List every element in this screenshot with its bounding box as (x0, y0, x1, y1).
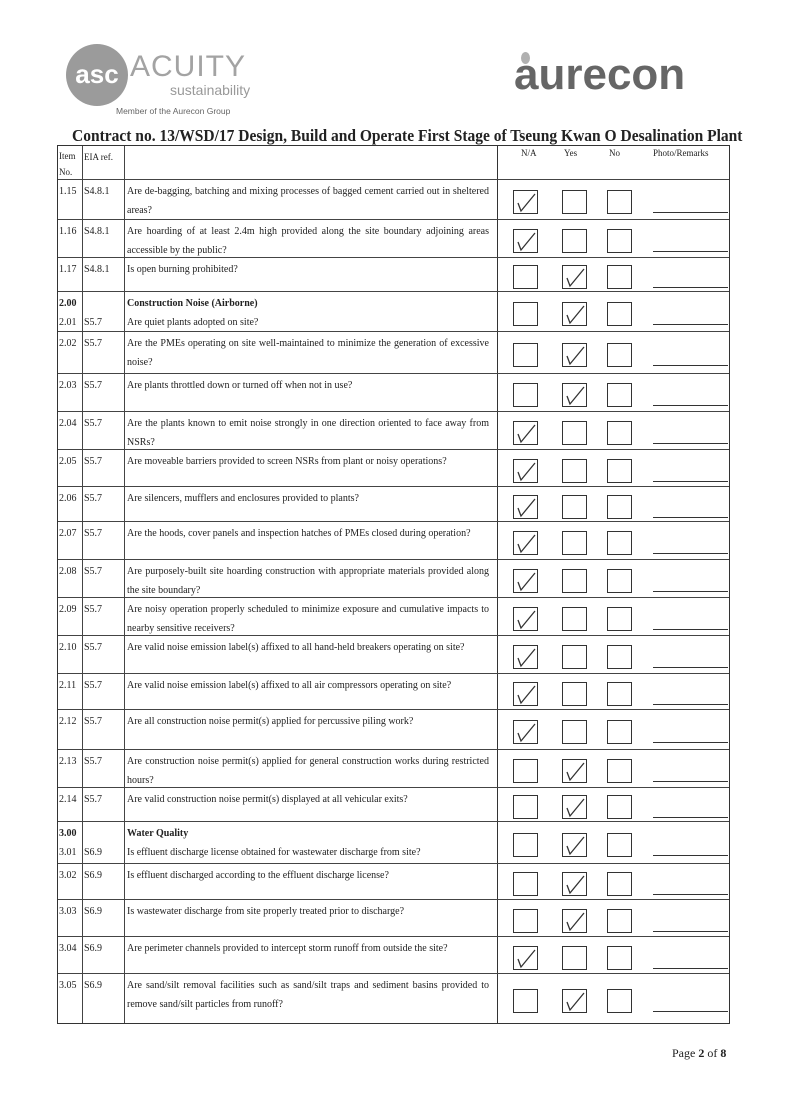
eia-ref: S6.9 (84, 847, 103, 858)
item-number: 3.03 (59, 906, 77, 917)
header-no: No (609, 148, 620, 158)
checkbox-na[interactable] (513, 229, 538, 253)
item-number: 2.12 (59, 716, 77, 727)
remarks-line[interactable] (653, 251, 728, 252)
checkbox-na[interactable] (513, 989, 538, 1013)
item-cell (58, 900, 83, 936)
question-cell (125, 450, 498, 486)
eia-ref: S5.7 (84, 716, 103, 727)
checkmark-icon (565, 384, 585, 406)
question-cell (125, 636, 498, 673)
eia-cell (83, 750, 125, 787)
item-number: 1.17 (59, 264, 77, 275)
eia-cell (83, 450, 125, 486)
question-cell (125, 822, 498, 863)
remarks-line[interactable] (653, 894, 728, 895)
checkbox-no[interactable] (607, 495, 632, 519)
remarks-line[interactable] (653, 931, 728, 932)
checkbox-na[interactable] (513, 872, 538, 896)
table-row (58, 559, 729, 597)
checkbox-yes[interactable] (562, 682, 587, 706)
item-cell (58, 598, 83, 635)
eia-ref: S5.7 (84, 756, 103, 767)
checkbox-yes[interactable] (562, 946, 587, 970)
question-text: Are quiet plants adopted on site? (127, 317, 259, 328)
checkbox-yes[interactable] (562, 909, 587, 933)
eia-ref: S5.7 (84, 794, 103, 805)
question-text: Are perimeter channels provided to intercept storm runoff from outside the site? (127, 943, 448, 954)
question-text: Are valid noise emission label(s) affixed to all hand-held breakers operating on site? (127, 642, 465, 653)
table-row (58, 411, 729, 449)
page-current: 2 (698, 1046, 705, 1060)
remarks-line[interactable] (653, 517, 728, 518)
checkbox-yes[interactable] (562, 872, 587, 896)
checkbox-yes[interactable] (562, 759, 587, 783)
checkmark-icon (516, 460, 536, 482)
item-number: 2.13 (59, 756, 77, 767)
eia-ref: S5.7 (84, 528, 103, 539)
checkbox-no[interactable] (607, 909, 632, 933)
checkmark-icon (516, 646, 536, 668)
checkbox-na[interactable] (513, 759, 538, 783)
section-number: 3.00 (59, 828, 77, 839)
checkbox-na[interactable] (513, 459, 538, 483)
eia-ref: S5.7 (84, 317, 103, 328)
eia-cell (83, 522, 125, 559)
question-text: Are the plants known to emit noise strongly in one direction oriented to face away from NSRs? (127, 418, 489, 448)
eia-ref: S5.7 (84, 493, 103, 504)
checkmark-icon (565, 873, 585, 895)
section-title: Construction Noise (Airborne) (127, 298, 258, 309)
checkmark-icon (565, 834, 585, 856)
item-number: 1.16 (59, 226, 77, 237)
question-cell (125, 788, 498, 821)
question-cell (125, 180, 498, 219)
eia-cell (83, 788, 125, 821)
remarks-line[interactable] (653, 968, 728, 969)
question-text: Are hoarding of at least 2.4m high provided along the site boundary adjoining areas accessible by the public? (127, 226, 489, 256)
item-number: 3.01 (59, 847, 77, 858)
acuity-logo (66, 44, 256, 120)
eia-ref: S5.7 (84, 418, 103, 429)
header-item: Item No. (58, 146, 83, 179)
item-cell (58, 710, 83, 749)
item-number: 3.02 (59, 870, 77, 881)
table-row (58, 219, 729, 257)
eia-cell (83, 710, 125, 749)
remarks-line[interactable] (653, 667, 728, 668)
item-number: 3.05 (59, 980, 77, 991)
question-text: Are valid construction noise permit(s) displayed at all vehicular exits? (127, 794, 408, 805)
eia-cell (83, 258, 125, 291)
question-cell (125, 937, 498, 973)
checkbox-no[interactable] (607, 229, 632, 253)
question-cell (125, 710, 498, 749)
remarks-line[interactable] (653, 781, 728, 782)
item-cell (58, 674, 83, 709)
question-cell (125, 374, 498, 411)
checkbox-no[interactable] (607, 720, 632, 744)
question-cell (125, 900, 498, 936)
table-row (58, 635, 729, 673)
checkbox-no[interactable] (607, 946, 632, 970)
checkbox-no[interactable] (607, 421, 632, 445)
checkmark-icon (516, 230, 536, 252)
item-number: 2.11 (59, 680, 77, 691)
item-number: 2.04 (59, 418, 77, 429)
checkbox-na[interactable] (513, 946, 538, 970)
item-cell (58, 180, 83, 219)
item-number: 2.09 (59, 604, 77, 615)
checkbox-no[interactable] (607, 989, 632, 1013)
question-cell (125, 487, 498, 521)
checkbox-yes[interactable] (562, 495, 587, 519)
eia-ref: S6.9 (84, 870, 103, 881)
checkbox-na[interactable] (513, 383, 538, 407)
question-text: Are plants throttled down or turned off when not in use? (127, 380, 353, 391)
table-row (58, 331, 729, 373)
item-cell (58, 412, 83, 449)
remarks-line[interactable] (653, 704, 728, 705)
eia-cell (83, 412, 125, 449)
table-row (58, 936, 729, 973)
remarks-line[interactable] (653, 481, 728, 482)
item-cell (58, 822, 83, 863)
table-row (58, 787, 729, 821)
question-text: Is open burning prohibited? (127, 264, 238, 275)
eia-ref: S5.7 (84, 680, 103, 691)
checkmark-icon (516, 496, 536, 518)
item-cell (58, 864, 83, 899)
table-row (58, 863, 729, 899)
table-row (58, 899, 729, 936)
checkbox-yes[interactable] (562, 343, 587, 367)
item-cell (58, 374, 83, 411)
eia-ref: S5.7 (84, 642, 103, 653)
checkbox-no[interactable] (607, 265, 632, 289)
checkbox-yes[interactable] (562, 265, 587, 289)
checkbox-yes[interactable] (562, 607, 587, 631)
checkbox-no[interactable] (607, 459, 632, 483)
checkbox-na[interactable] (513, 302, 538, 326)
table-row (58, 673, 729, 709)
remarks-line[interactable] (653, 443, 728, 444)
acuity-tagline: Member of the Aurecon Group (116, 106, 231, 116)
remarks-line[interactable] (653, 365, 728, 366)
remarks-line[interactable] (653, 591, 728, 592)
remarks-line[interactable] (653, 817, 728, 818)
checkmark-icon (516, 191, 536, 213)
checkbox-no[interactable] (607, 645, 632, 669)
aurecon-logo: aurecon (514, 50, 686, 99)
checkbox-no[interactable] (607, 569, 632, 593)
checkbox-na[interactable] (513, 265, 538, 289)
checkmark-icon (565, 760, 585, 782)
item-cell (58, 258, 83, 291)
table-row (58, 749, 729, 787)
table-row (58, 179, 729, 219)
checkbox-na[interactable] (513, 343, 538, 367)
question-cell (125, 412, 498, 449)
checkbox-na[interactable] (513, 645, 538, 669)
remarks-line[interactable] (653, 629, 728, 630)
header-yes: Yes (564, 148, 578, 158)
item-cell (58, 560, 83, 597)
page-of: of (704, 1046, 721, 1060)
question-cell (125, 750, 498, 787)
eia-cell (83, 374, 125, 411)
checkbox-na[interactable] (513, 682, 538, 706)
item-cell (58, 220, 83, 257)
item-cell (58, 937, 83, 973)
checkbox-no[interactable] (607, 302, 632, 326)
table-row (58, 597, 729, 635)
checkbox-na[interactable] (513, 421, 538, 445)
eia-cell (83, 180, 125, 219)
checkmark-icon (516, 532, 536, 554)
question-text: Are de-bagging, batching and mixing processes of bagged cement carried out in sheltered areas? (127, 186, 489, 216)
item-cell (58, 332, 83, 373)
checkmark-icon (565, 344, 585, 366)
checkbox-na[interactable] (513, 607, 538, 631)
question-text: Is effluent discharge license obtained for wastewater discharge from site? (127, 847, 421, 858)
remarks-line[interactable] (653, 212, 728, 213)
item-cell (58, 636, 83, 673)
eia-ref: S4.8.1 (84, 264, 110, 275)
checkbox-yes[interactable] (562, 795, 587, 819)
eia-cell (83, 487, 125, 521)
question-text: Are sand/silt removal facilities such as sand/silt traps and sediment basins provided to remove sand/silt particles from runoff? (127, 980, 489, 1010)
item-number: 2.06 (59, 493, 77, 504)
checkbox-na[interactable] (513, 495, 538, 519)
eia-ref: S4.8.1 (84, 226, 110, 237)
checkmark-icon (565, 990, 585, 1012)
checkbox-na[interactable] (513, 720, 538, 744)
checkbox-yes[interactable] (562, 459, 587, 483)
item-number: 2.05 (59, 456, 77, 467)
checkbox-no[interactable] (607, 607, 632, 631)
table-row (58, 257, 729, 291)
checkbox-yes[interactable] (562, 229, 587, 253)
question-cell (125, 560, 498, 597)
page-prefix: Page (672, 1046, 699, 1060)
checkbox-no[interactable] (607, 759, 632, 783)
eia-cell (83, 332, 125, 373)
item-number: 3.04 (59, 943, 77, 954)
item-number: 2.14 (59, 794, 77, 805)
table-row (58, 291, 729, 331)
item-cell (58, 974, 83, 1023)
checkmark-icon (516, 947, 536, 969)
checkbox-no[interactable] (607, 531, 632, 555)
checkbox-yes[interactable] (562, 833, 587, 857)
question-cell (125, 220, 498, 257)
item-cell (58, 450, 83, 486)
question-text: Is wastewater discharge from site properly treated prior to discharge? (127, 906, 405, 917)
item-number: 2.01 (59, 317, 77, 328)
item-number: 2.03 (59, 380, 77, 391)
header-eia: EIA ref. (83, 146, 125, 179)
eia-cell (83, 822, 125, 863)
checkbox-na[interactable] (513, 569, 538, 593)
eia-ref: S5.7 (84, 456, 103, 467)
eia-cell (83, 598, 125, 635)
checkmark-icon (565, 910, 585, 932)
eia-cell (83, 900, 125, 936)
eia-ref: S5.7 (84, 566, 103, 577)
acuity-sub: sustainability (170, 82, 251, 98)
question-text: Are moveable barriers provided to screen NSRs from plant or noisy operations? (127, 456, 447, 467)
checkmark-icon (565, 303, 585, 325)
remarks-line[interactable] (653, 855, 728, 856)
question-cell (125, 292, 498, 331)
table-row (58, 709, 729, 749)
eia-cell (83, 560, 125, 597)
checklist-table (57, 145, 730, 1024)
eia-ref: S6.9 (84, 980, 103, 991)
checkbox-yes[interactable] (562, 569, 587, 593)
eia-ref: S5.7 (84, 380, 103, 391)
eia-cell (83, 974, 125, 1023)
header-na: N/A (521, 148, 537, 158)
checkbox-no[interactable] (607, 343, 632, 367)
question-text: Are the PMEs operating on site well-maintained to minimize the generation of excessive noise? (127, 338, 489, 368)
checkbox-no[interactable] (607, 383, 632, 407)
checkbox-no[interactable] (607, 682, 632, 706)
eia-ref: S5.7 (84, 604, 103, 615)
question-text: Are the hoods, cover panels and inspection hatches of PMEs closed during operation? (127, 528, 471, 539)
question-cell (125, 522, 498, 559)
question-cell (125, 864, 498, 899)
item-number: 2.02 (59, 338, 77, 349)
document-title: Contract no. 13/WSD/17 Design, Build and Operate First Stage of Tseung Kwan O Desalination Plant (72, 126, 743, 145)
checkbox-yes[interactable] (562, 645, 587, 669)
table-row (58, 373, 729, 411)
section-title: Water Quality (127, 828, 189, 839)
item-number: 2.07 (59, 528, 77, 539)
page-total: 8 (720, 1046, 727, 1060)
question-text: Are noisy operation properly scheduled to minimize exposure and cumulative impacts to nearby sensitive receivers? (127, 604, 489, 634)
item-cell (58, 522, 83, 559)
checkmark-icon (565, 266, 585, 288)
eia-cell (83, 220, 125, 257)
table-row (58, 973, 729, 1023)
remarks-line[interactable] (653, 287, 728, 288)
eia-cell (83, 636, 125, 673)
checkbox-na[interactable] (513, 833, 538, 857)
checkbox-no[interactable] (607, 872, 632, 896)
item-cell (58, 788, 83, 821)
item-number: 1.15 (59, 186, 77, 197)
remarks-line[interactable] (653, 405, 728, 406)
eia-cell (83, 292, 125, 331)
checkbox-no[interactable] (607, 190, 632, 214)
checkbox-na[interactable] (513, 795, 538, 819)
eia-cell (83, 674, 125, 709)
section-number: 2.00 (59, 298, 77, 309)
table-row (58, 486, 729, 521)
item-number: 2.08 (59, 566, 77, 577)
remarks-line[interactable] (653, 553, 728, 554)
item-cell (58, 487, 83, 521)
question-text: Are valid noise emission label(s) affixed to all air compressors operating on site? (127, 680, 452, 691)
checkmark-icon (516, 570, 536, 592)
checkbox-yes[interactable] (562, 383, 587, 407)
eia-ref: S4.8.1 (84, 186, 110, 197)
checkmark-icon (516, 608, 536, 630)
question-cell (125, 332, 498, 373)
question-cell (125, 974, 498, 1023)
question-text: Is effluent discharged according to the effluent discharge license? (127, 870, 389, 881)
checkmark-icon (516, 422, 536, 444)
eia-cell (83, 864, 125, 899)
question-text: Are construction noise permit(s) applied for general construction works during restricted hours? (127, 756, 489, 786)
header-remarks: Photo/Remarks (653, 148, 709, 158)
checkmark-icon (565, 796, 585, 818)
checkbox-na[interactable] (513, 909, 538, 933)
eia-cell (83, 937, 125, 973)
item-cell (58, 750, 83, 787)
eia-ref: S6.9 (84, 906, 103, 917)
table-row (58, 521, 729, 559)
question-cell (125, 258, 498, 291)
checkbox-na[interactable] (513, 531, 538, 555)
checkbox-na[interactable] (513, 190, 538, 214)
item-cell (58, 292, 83, 331)
checkbox-no[interactable] (607, 833, 632, 857)
table-row (58, 449, 729, 486)
question-text: Are silencers, mufflers and enclosures provided to plants? (127, 493, 359, 504)
table-header (58, 146, 729, 179)
page-number (672, 1046, 726, 1061)
checkbox-yes[interactable] (562, 421, 587, 445)
asc-mark: asc (66, 44, 128, 106)
eia-ref: S5.7 (84, 338, 103, 349)
checkbox-yes[interactable] (562, 989, 587, 1013)
checkbox-yes[interactable] (562, 531, 587, 555)
question-text: Are purposely-built site hoarding construction with appropriate materials provided along the site boundary? (127, 566, 489, 596)
checkbox-no[interactable] (607, 795, 632, 819)
remarks-line[interactable] (653, 742, 728, 743)
eia-ref: S6.9 (84, 943, 103, 954)
question-cell (125, 598, 498, 635)
item-number: 2.10 (59, 642, 77, 653)
question-cell (125, 674, 498, 709)
checkmark-icon (516, 721, 536, 743)
question-text: Are all construction noise permit(s) applied for percussive piling work? (127, 716, 414, 727)
header-question (125, 146, 498, 179)
remarks-line[interactable] (653, 1011, 728, 1012)
checkbox-yes[interactable] (562, 720, 587, 744)
remarks-line[interactable] (653, 324, 728, 325)
table-row (58, 821, 729, 863)
checkmark-icon (516, 683, 536, 705)
acuity-wordmark: ACUITY (130, 50, 247, 83)
checkbox-yes[interactable] (562, 190, 587, 214)
checkbox-yes[interactable] (562, 302, 587, 326)
